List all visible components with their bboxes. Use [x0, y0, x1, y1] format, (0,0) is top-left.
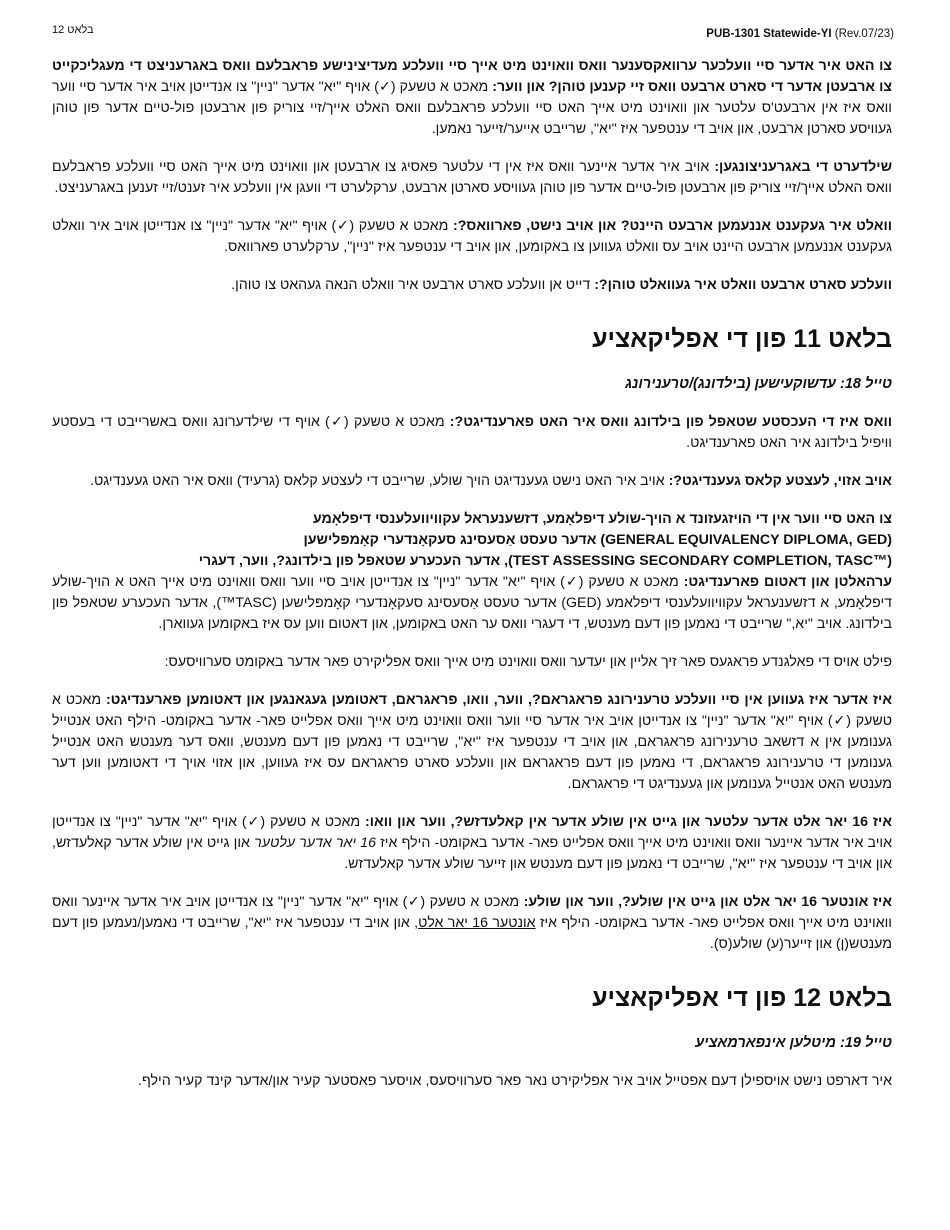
tasc-label: (TEST ASSESSING SECONDARY COMPLETION, TASC™)	[508, 553, 892, 569]
under-16-emphasis: אונטער 16 יאר אלט	[418, 915, 536, 931]
diploma-line-1: צו האט סיי ווער אין די הויזגעזונד א הויך-שולע דיפלאָמע, דזשענעראל עקוויוועלענסי דיפלאָמע	[312, 511, 892, 527]
instructions-describe-limits: אויב איר אדער איינער וואס איז אין די עלטער פאסיג צו ארבעטן און וואוינט מיט אייך האט סיי וועלכע פראבלעם וואס האלט אייך/זיי צוריק פון ארבעטן פול-טיים אדער פון טוהן געוויסע סארטן ארבעט, ערקלערט די וועגן אין וועלכע איר זענט/זיי זענען באגרעניצט.	[52, 159, 892, 196]
section-18-heading: טייל 18: עדשוקעישען (בילדונג)/טרענירונג	[625, 376, 892, 392]
instructions-work-type: דייט אן וועלכע סארט ארבעט איר וואלט הנאה געהאט צו טוהן.	[231, 277, 595, 293]
paragraph-fill-out: פילט אויס די פאלגנדע פראגעס פאר זיך אליין און יעדער וואס וואוינט מיט אייך וואס אפליקירט פאר אדער באקומט סערוויסעס:	[164, 654, 892, 670]
revision: (Rev.07/23)	[834, 28, 894, 40]
instructions-diploma: מאכט א טשעק (✓) אויף "יא" אדער "ניין" צו אנדייטן אויב סיי ווער וואס וואוינט מיט אייך האט א הויך-שולע דיפלאָמע, א דזשענעראל עקוויוועלענסי דיפלאמע (GED) אדער טעסט אַסעסינג סעקאָנדערי קאָמפּלישען (TASC™), אדער העכערע שטאפל פון בילדונג. אויב "יא," שרייבט די נאמען פון דעם מענטש, די דעגרי וואס ער האט באקומען, און דאטום ווען עס איז באקומען געווארן.	[52, 574, 892, 632]
paragraph-accept-work	[52, 216, 892, 258]
instructions-last-grade: אויב איר האט נישט געענדיגט הויך שולע, שרייבט די לעצטע קלאס (גרעיד) וואס איר האט געענדיגט.	[90, 473, 669, 489]
instructions-under-16-b: , און אויב די ענטפער איז "יא", שרייבט די נאמען/נעמען פון דעם מענטש(ן) און זייער(ע) שולע(ס).	[52, 915, 892, 952]
page-12-heading: בלאט 12 פון די אפליקאציע	[592, 984, 892, 1012]
instructions-accept-work: מאכט א טשעק (✓) אויף "יא" אדער "ניין" צו אנדייטן אויב איר וואלט געקענט אננעמען ארבעט היינט אויב עס וואלט געווען צו באקומען, און אויב די ענטפער איז "ניין", ערקלערט פארוואס.	[52, 218, 892, 255]
question-highest-education: וואס איז די העכסטע שטאפל פון בילדונג וואס איר האט פארענדיגט?:	[449, 414, 893, 430]
instructions-highest-education: מאכט א טשעק (✓) אויף די שילדערונג וואס באשרייבט די בעסטע וויפיל בילדונג איר האט פארענדיגט.	[52, 414, 892, 451]
section-19-heading: טייל 19: מיטלען אינפארמאציע	[695, 1035, 892, 1051]
question-training-program: איז אדער איז געווען אין סיי וועלכע טרענירונג פראגראם?, ווער, וואו, פראגראם, דאטומען געגאנגען און דאטומען פארענדיגט:	[105, 692, 892, 708]
age-16-plus-emphasis: 16 יאר אדער עלטער	[254, 835, 377, 851]
paragraph-under-16	[52, 892, 892, 955]
paragraph-last-grade	[52, 471, 892, 492]
paragraph-highest-education	[52, 412, 892, 454]
instructions-training-program: מאכט א טשעק (✓) אויף "יא" אדער "ניין" צו אנדייטן אויב איר אדער סיי ווער וואס וואוינט מיט אייך וואס אפלייט פאר- אדער באקומט- הילף האט אנטייל גענומען אין א דזשאב טרענירונג פראגראם, און אויב די ענטפער איז "יא", שרייבט די נאמען פון דעם מענטש, וואס דער מענטש האט אנטייל גענומען די טרענירונג פראגראם, די נאמען פון דעם פראגראם און וועלכע סארט פראגראם עס איז געווען, און אזוי אויך די דאטומען ווען דער מענטש האט אנטייל גענומען און געענדיגט די פראגראם.	[52, 692, 892, 792]
diploma-line-3: , אדער העכערע שטאפל פון בילדונג?, ווער, דעגרי	[198, 553, 509, 569]
instructions-age-16-plus-b: און גייט אין שולע אדער קאלעדזש, און אויב די ענטפער איז "יא", שרייבט די נאמען פון דעם מענטש און זייער שולע אדער קאלעדזש.	[52, 835, 892, 872]
paragraph-resources-note: איר דארפט נישט אויספילן דעם אפטייל אויב איר אפליקירט נאר פאר סערוויסעס, אויסער פאסטער קעיר און/אדער קינד קעיר הילף.	[138, 1073, 892, 1089]
diploma-line-2: אדער טעסט אַסעסינג סעקאָנדערי קאָמפּלישען	[303, 532, 601, 548]
question-age-16-plus: איז 16 יאר אלט אדער עלטער און גייט אין שולע אדער אין קאלעדזש?, ווער און וואו:	[365, 814, 892, 830]
page-11-heading: בלאט 11 פון די אפליקאציע	[592, 325, 892, 353]
paragraph-medical-problems	[52, 56, 892, 140]
document-id	[706, 28, 894, 40]
ged-label: (GENERAL EQUIVALENCY DIPLOMA, GED)	[600, 532, 892, 548]
page-content	[52, 56, 892, 1109]
paragraph-age-16-plus	[52, 812, 892, 875]
paragraph-describe-limits	[52, 157, 892, 199]
question-accept-work: וואלט איר געקענט אננעמען ארבעט היינט? און אויב נישט, פארוואס?:	[453, 218, 893, 234]
question-last-grade: אויב אזוי, לעצטע קלאס געענדיגט?:	[668, 473, 892, 489]
paragraph-diploma	[52, 509, 892, 635]
instructions-under-16-a: מאכט א טשעק (✓) אויף "יא" אדער "ניין" צו אנדייטן אויב איר אדער איינער וואס וואוינט מיט אייך וואס אפלייט פאר- אדער באקומט- הילף איז	[52, 894, 892, 931]
question-work-type: וועלכע סארט ארבעט וואלט איר געוואלט טוהן?:	[594, 277, 892, 293]
instructions-age-16-plus-a: מאכט א טשעק (✓) אויף "יא" אדער "ניין" צו אנדייטן אויב איר אדער איינער וואס וואוינט מיט אייך וואס אפלייט פאר- אדער באקומט- הילף איז	[52, 814, 893, 851]
question-under-16: איז אונטער 16 יאר אלט און גייט אין שולע?, ווער און שולע:	[523, 894, 892, 910]
paragraph-work-type	[52, 275, 892, 296]
diploma-line-4: ערהאלטן און דאטום פארענדיגט:	[683, 574, 892, 590]
doc-code: PUB-1301 Statewide-YI	[706, 28, 832, 40]
instructions-medical-problems: מאכט א טשעק (✓) אויף "יא" אדער "ניין" צו אנדייטן אויב איר אדער סיי ווער וואס איז אין ארבעט'ס עלטער און וואוינט מיט אייך האט סיי וועלכע פראבלעם וואס האלט אייך/זיי צוריק פון ארבעטן פול-טיים אדער פון טוהן געוויסע סארטן ארבעט, און אויב די ענטפער איז "יא", שרייבט אייער/זייער נאמען.	[52, 79, 892, 137]
question-medical-problems: צו האט איר אדער סיי וועלכער ערוואקסענער וואס וואוינט מיט אייך סיי וועלכע מעדיצינישע פראבלעם וואס באגרעניצט די מעגליכקייט צו ארבעטן אדער די סארט ארבעט וואס זיי קענען טוהן? און ווער:	[52, 58, 892, 95]
page-number: בלאט 12	[52, 24, 94, 36]
paragraph-training-program	[52, 690, 892, 795]
question-describe-limits: שילדערט די באגרעניצונגען:	[714, 159, 892, 175]
